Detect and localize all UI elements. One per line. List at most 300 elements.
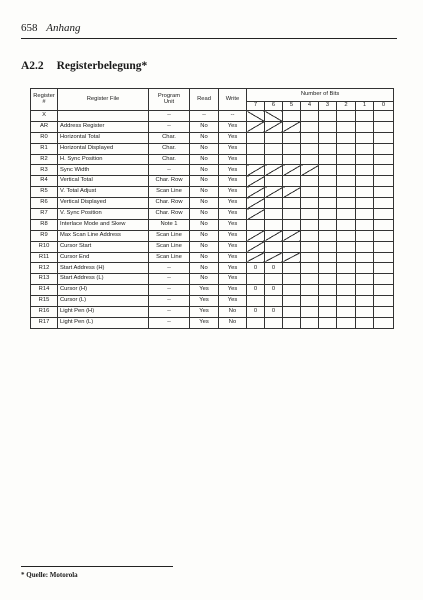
bit-cell bbox=[319, 121, 337, 132]
read-cell: No bbox=[190, 176, 219, 187]
page-header bbox=[21, 22, 394, 34]
read-cell: No bbox=[190, 263, 219, 274]
bit-cell: 0 bbox=[265, 307, 283, 318]
register-name-cell: Horizontal Total bbox=[58, 132, 149, 143]
bit-cell bbox=[283, 296, 301, 307]
write-cell: Yes bbox=[219, 219, 247, 230]
bit-cell bbox=[283, 165, 301, 176]
bit-cell bbox=[283, 263, 301, 274]
bit-cell bbox=[265, 132, 283, 143]
bit-cell bbox=[337, 307, 356, 318]
bit-cell bbox=[283, 209, 301, 220]
write-cell: Yes bbox=[219, 230, 247, 241]
bit-cell bbox=[301, 111, 319, 122]
bit-cell: 0 bbox=[247, 263, 265, 274]
table-row bbox=[31, 198, 394, 209]
bit-cell bbox=[283, 274, 301, 285]
register-name-cell: Max Scan Line Address bbox=[58, 230, 149, 241]
bit-cell bbox=[337, 198, 356, 209]
bit-cell bbox=[337, 111, 356, 122]
section-title: Registerbelegung* bbox=[56, 60, 148, 72]
read-cell: No bbox=[190, 274, 219, 285]
table-row bbox=[31, 285, 394, 296]
bit-cell bbox=[265, 165, 283, 176]
register-name-cell: Light Pen (H) bbox=[58, 307, 149, 318]
register-cell: R5 bbox=[31, 187, 58, 198]
bit-cell bbox=[319, 198, 337, 209]
bit-cell bbox=[301, 187, 319, 198]
bit-cell bbox=[265, 121, 283, 132]
bit-cell bbox=[265, 111, 283, 122]
program-unit-cell: Scan Line bbox=[149, 252, 190, 263]
bit-cell bbox=[374, 274, 394, 285]
bit-cell: 0 bbox=[247, 307, 265, 318]
bit-cell bbox=[337, 241, 356, 252]
register-cell: AR bbox=[31, 121, 58, 132]
register-cell: R7 bbox=[31, 209, 58, 220]
bit-cell bbox=[265, 252, 283, 263]
bit-cell bbox=[319, 241, 337, 252]
bit-cell bbox=[356, 132, 374, 143]
bit-cell bbox=[247, 209, 265, 220]
bit-cell bbox=[374, 241, 394, 252]
chapter-title: Anhang bbox=[46, 22, 81, 34]
bit-cell bbox=[356, 187, 374, 198]
section-number: A2.2 bbox=[21, 60, 44, 72]
table-row bbox=[31, 132, 394, 143]
bit-cell bbox=[356, 111, 374, 122]
program-unit-cell: Scan Line bbox=[149, 187, 190, 198]
bit-cell bbox=[356, 317, 374, 328]
program-unit-cell: -- bbox=[149, 296, 190, 307]
bit-header: 0 bbox=[374, 102, 394, 111]
bit-cell bbox=[356, 241, 374, 252]
program-unit-cell: -- bbox=[149, 307, 190, 318]
bit-cell bbox=[247, 111, 265, 122]
bit-cell bbox=[319, 143, 337, 154]
bit-cell bbox=[356, 154, 374, 165]
program-unit-cell: Char. Row bbox=[149, 198, 190, 209]
table-row bbox=[31, 209, 394, 220]
register-name-cell: Sync Width bbox=[58, 165, 149, 176]
footnote: * Quelle: Motorola bbox=[21, 571, 78, 579]
write-cell: Yes bbox=[219, 132, 247, 143]
bit-cell bbox=[247, 296, 265, 307]
bit-cell bbox=[283, 307, 301, 318]
table-row bbox=[31, 307, 394, 318]
bit-cell bbox=[356, 143, 374, 154]
bit-cell bbox=[301, 154, 319, 165]
register-table bbox=[30, 88, 394, 329]
register-cell: R16 bbox=[31, 307, 58, 318]
bit-cell bbox=[356, 307, 374, 318]
bit-cell bbox=[356, 198, 374, 209]
bit-cell bbox=[356, 176, 374, 187]
bit-cell bbox=[374, 307, 394, 318]
bit-cell bbox=[247, 176, 265, 187]
bit-cell bbox=[319, 132, 337, 143]
bit-cell bbox=[374, 252, 394, 263]
table-row bbox=[31, 296, 394, 307]
read-cell: Yes bbox=[190, 296, 219, 307]
bit-cell bbox=[337, 274, 356, 285]
table-row bbox=[31, 154, 394, 165]
register-cell: R6 bbox=[31, 198, 58, 209]
register-cell: R2 bbox=[31, 154, 58, 165]
write-cell: Yes bbox=[219, 198, 247, 209]
bit-cell bbox=[265, 176, 283, 187]
bit-cell bbox=[319, 230, 337, 241]
program-unit-cell: Char. Row bbox=[149, 209, 190, 220]
bit-cell bbox=[301, 307, 319, 318]
program-unit-cell: -- bbox=[149, 111, 190, 122]
bit-cell bbox=[356, 274, 374, 285]
bit-cell bbox=[247, 143, 265, 154]
bit-cell bbox=[356, 121, 374, 132]
bit-cell bbox=[374, 219, 394, 230]
bit-cell bbox=[283, 230, 301, 241]
program-unit-cell: Scan Line bbox=[149, 241, 190, 252]
bit-cell bbox=[301, 274, 319, 285]
register-name-cell: Vertical Total bbox=[58, 176, 149, 187]
bit-cell bbox=[356, 230, 374, 241]
bit-cell bbox=[337, 296, 356, 307]
table-row bbox=[31, 111, 394, 122]
bit-header: 1 bbox=[356, 102, 374, 111]
register-name-cell: Start Address (H) bbox=[58, 263, 149, 274]
bit-cell bbox=[374, 263, 394, 274]
bit-cell bbox=[301, 219, 319, 230]
bit-header: 4 bbox=[301, 102, 319, 111]
register-name-cell bbox=[58, 111, 149, 122]
bit-cell bbox=[356, 165, 374, 176]
write-cell: Yes bbox=[219, 176, 247, 187]
bit-cell bbox=[337, 165, 356, 176]
register-name-cell: Light Pen (L) bbox=[58, 317, 149, 328]
read-cell: Yes bbox=[190, 285, 219, 296]
bit-cell bbox=[319, 263, 337, 274]
bit-cell bbox=[301, 132, 319, 143]
program-unit-cell: Scan Line bbox=[149, 230, 190, 241]
register-cell: R13 bbox=[31, 274, 58, 285]
register-cell: R15 bbox=[31, 296, 58, 307]
bit-cell bbox=[265, 230, 283, 241]
register-name-cell: H. Sync Position bbox=[58, 154, 149, 165]
bit-cell bbox=[247, 154, 265, 165]
bit-cell bbox=[319, 252, 337, 263]
bit-cell bbox=[356, 209, 374, 220]
bit-cell bbox=[283, 219, 301, 230]
bit-cell bbox=[301, 121, 319, 132]
bit-cell bbox=[319, 176, 337, 187]
read-cell: No bbox=[190, 143, 219, 154]
register-name-cell: Vertical Displayed bbox=[58, 198, 149, 209]
register-name-cell: Cursor Start bbox=[58, 241, 149, 252]
register-cell: R10 bbox=[31, 241, 58, 252]
program-unit-cell: -- bbox=[149, 317, 190, 328]
bit-cell bbox=[319, 285, 337, 296]
read-cell: No bbox=[190, 121, 219, 132]
bit-cell bbox=[374, 317, 394, 328]
bit-cell bbox=[319, 165, 337, 176]
bit-cell bbox=[265, 296, 283, 307]
register-cell: R12 bbox=[31, 263, 58, 274]
bit-header: 7 bbox=[247, 102, 265, 111]
bit-cell bbox=[356, 252, 374, 263]
bit-cell bbox=[374, 121, 394, 132]
register-name-cell: Horizontal Displayed bbox=[58, 143, 149, 154]
bit-cell bbox=[301, 198, 319, 209]
bit-header: 2 bbox=[337, 102, 356, 111]
table-row bbox=[31, 252, 394, 263]
bit-cell bbox=[247, 187, 265, 198]
bit-cell bbox=[265, 198, 283, 209]
register-name-cell: Start Address (L) bbox=[58, 274, 149, 285]
bit-cell bbox=[337, 219, 356, 230]
bit-cell bbox=[337, 132, 356, 143]
bit-cell bbox=[247, 317, 265, 328]
program-unit-cell: -- bbox=[149, 274, 190, 285]
write-cell: No bbox=[219, 307, 247, 318]
program-unit-cell: Char. Row bbox=[149, 176, 190, 187]
bit-cell bbox=[301, 165, 319, 176]
write-cell: Yes bbox=[219, 143, 247, 154]
table-row bbox=[31, 165, 394, 176]
bit-cell bbox=[301, 296, 319, 307]
bit-cell bbox=[247, 219, 265, 230]
register-name-cell: V. Total Adjust bbox=[58, 187, 149, 198]
read-cell: Yes bbox=[190, 317, 219, 328]
read-cell: No bbox=[190, 241, 219, 252]
register-cell: R17 bbox=[31, 317, 58, 328]
write-cell: Yes bbox=[219, 274, 247, 285]
register-cell: R1 bbox=[31, 143, 58, 154]
bit-cell: 0 bbox=[265, 263, 283, 274]
bit-cell bbox=[301, 317, 319, 328]
register-cell: R11 bbox=[31, 252, 58, 263]
table-row bbox=[31, 241, 394, 252]
table-row bbox=[31, 317, 394, 328]
table-row bbox=[31, 219, 394, 230]
register-name-cell: Cursor (H) bbox=[58, 285, 149, 296]
bit-cell bbox=[374, 111, 394, 122]
bit-cell bbox=[337, 143, 356, 154]
read-cell: No bbox=[190, 132, 219, 143]
program-unit-cell: Note 1 bbox=[149, 219, 190, 230]
read-cell: No bbox=[190, 154, 219, 165]
program-unit-cell: -- bbox=[149, 165, 190, 176]
bit-cell: 0 bbox=[247, 285, 265, 296]
bit-cell bbox=[356, 285, 374, 296]
bit-cell bbox=[319, 317, 337, 328]
register-name-cell: Address Register bbox=[58, 121, 149, 132]
bit-cell bbox=[301, 285, 319, 296]
col-header-program-unit: Program Unit bbox=[149, 89, 190, 111]
bit-cell bbox=[247, 252, 265, 263]
bit-cell bbox=[337, 285, 356, 296]
table-row bbox=[31, 187, 394, 198]
register-cell: R9 bbox=[31, 230, 58, 241]
table-row bbox=[31, 143, 394, 154]
col-header-number-of-bits: Number of Bits bbox=[247, 89, 394, 102]
bit-cell bbox=[374, 132, 394, 143]
bit-cell bbox=[283, 317, 301, 328]
program-unit-cell: Char. bbox=[149, 143, 190, 154]
program-unit-cell: -- bbox=[149, 121, 190, 132]
bit-cell bbox=[283, 143, 301, 154]
bit-cell bbox=[319, 111, 337, 122]
bit-cell bbox=[265, 209, 283, 220]
bit-header: 6 bbox=[265, 102, 283, 111]
bit-cell bbox=[301, 241, 319, 252]
bit-cell bbox=[319, 154, 337, 165]
bit-cell bbox=[356, 219, 374, 230]
bit-cell bbox=[374, 154, 394, 165]
bit-cell bbox=[301, 263, 319, 274]
register-cell: R0 bbox=[31, 132, 58, 143]
program-unit-cell: -- bbox=[149, 285, 190, 296]
write-cell: Yes bbox=[219, 296, 247, 307]
bit-cell bbox=[374, 198, 394, 209]
bit-cell bbox=[319, 187, 337, 198]
write-cell: Yes bbox=[219, 241, 247, 252]
bit-cell bbox=[283, 176, 301, 187]
bit-cell bbox=[374, 143, 394, 154]
read-cell: -- bbox=[190, 111, 219, 122]
register-cell: R4 bbox=[31, 176, 58, 187]
program-unit-cell: Char. bbox=[149, 154, 190, 165]
bit-cell bbox=[247, 132, 265, 143]
write-cell: No bbox=[219, 317, 247, 328]
table-row bbox=[31, 274, 394, 285]
bit-cell bbox=[247, 121, 265, 132]
bit-cell bbox=[337, 176, 356, 187]
bit-cell bbox=[319, 219, 337, 230]
bit-cell bbox=[265, 219, 283, 230]
bit-cell bbox=[247, 241, 265, 252]
read-cell: No bbox=[190, 230, 219, 241]
bit-cell bbox=[337, 263, 356, 274]
write-cell: Yes bbox=[219, 209, 247, 220]
read-cell: No bbox=[190, 209, 219, 220]
register-cell: R8 bbox=[31, 219, 58, 230]
bit-cell bbox=[337, 317, 356, 328]
col-header-register: Register # bbox=[31, 89, 58, 111]
bit-cell bbox=[265, 154, 283, 165]
write-cell: Yes bbox=[219, 285, 247, 296]
read-cell: No bbox=[190, 165, 219, 176]
read-cell: No bbox=[190, 252, 219, 263]
bit-cell bbox=[265, 143, 283, 154]
bit-cell bbox=[319, 307, 337, 318]
bit-cell bbox=[283, 241, 301, 252]
bit-cell bbox=[337, 154, 356, 165]
bit-cell bbox=[374, 176, 394, 187]
bit-cell: 0 bbox=[265, 285, 283, 296]
bit-cell bbox=[265, 187, 283, 198]
bit-cell bbox=[374, 296, 394, 307]
table-row bbox=[31, 263, 394, 274]
write-cell: -- bbox=[219, 111, 247, 122]
bit-cell bbox=[301, 176, 319, 187]
bit-cell bbox=[283, 187, 301, 198]
bit-cell bbox=[247, 165, 265, 176]
bit-cell bbox=[247, 274, 265, 285]
bit-cell bbox=[337, 187, 356, 198]
bit-cell bbox=[374, 285, 394, 296]
bit-cell bbox=[301, 143, 319, 154]
write-cell: Yes bbox=[219, 165, 247, 176]
bit-header: 3 bbox=[319, 102, 337, 111]
header-rule bbox=[21, 38, 397, 39]
bit-cell bbox=[374, 165, 394, 176]
read-cell: No bbox=[190, 187, 219, 198]
bit-cell bbox=[283, 121, 301, 132]
write-cell: Yes bbox=[219, 252, 247, 263]
read-cell: No bbox=[190, 219, 219, 230]
register-name-cell: Cursor (L) bbox=[58, 296, 149, 307]
footnote-rule bbox=[21, 566, 173, 567]
bit-cell bbox=[337, 230, 356, 241]
read-cell: Yes bbox=[190, 307, 219, 318]
bit-cell bbox=[374, 209, 394, 220]
bit-cell bbox=[283, 252, 301, 263]
register-name-cell: V. Sync Position bbox=[58, 209, 149, 220]
bit-cell bbox=[301, 209, 319, 220]
bit-cell bbox=[301, 252, 319, 263]
bit-cell bbox=[247, 198, 265, 209]
bit-cell bbox=[265, 274, 283, 285]
write-cell: Yes bbox=[219, 263, 247, 274]
bit-cell bbox=[319, 296, 337, 307]
register-name-cell: Interlace Mode and Skew bbox=[58, 219, 149, 230]
section-heading bbox=[21, 60, 147, 72]
bit-cell bbox=[283, 285, 301, 296]
bit-cell bbox=[374, 230, 394, 241]
table-row bbox=[31, 176, 394, 187]
program-unit-cell: Char. bbox=[149, 132, 190, 143]
register-cell: R3 bbox=[31, 165, 58, 176]
bit-cell bbox=[301, 230, 319, 241]
bit-cell bbox=[337, 252, 356, 263]
bit-cell bbox=[356, 263, 374, 274]
bit-header: 5 bbox=[283, 102, 301, 111]
program-unit-cell: -- bbox=[149, 263, 190, 274]
write-cell: Yes bbox=[219, 187, 247, 198]
bit-cell bbox=[265, 241, 283, 252]
write-cell: Yes bbox=[219, 121, 247, 132]
bit-cell bbox=[319, 209, 337, 220]
table-row bbox=[31, 121, 394, 132]
bit-cell bbox=[283, 154, 301, 165]
bit-cell bbox=[337, 121, 356, 132]
bit-cell bbox=[265, 317, 283, 328]
register-cell: X bbox=[31, 111, 58, 122]
bit-cell bbox=[319, 274, 337, 285]
write-cell: Yes bbox=[219, 154, 247, 165]
col-header-write: Write bbox=[219, 89, 247, 111]
bit-cell bbox=[374, 187, 394, 198]
bit-cell bbox=[283, 132, 301, 143]
bit-cell bbox=[356, 296, 374, 307]
bit-cell bbox=[247, 230, 265, 241]
register-cell: R14 bbox=[31, 285, 58, 296]
col-header-read: Read bbox=[190, 89, 219, 111]
bit-cell bbox=[283, 198, 301, 209]
bit-cell bbox=[283, 111, 301, 122]
register-name-cell: Cursor End bbox=[58, 252, 149, 263]
table-row bbox=[31, 230, 394, 241]
